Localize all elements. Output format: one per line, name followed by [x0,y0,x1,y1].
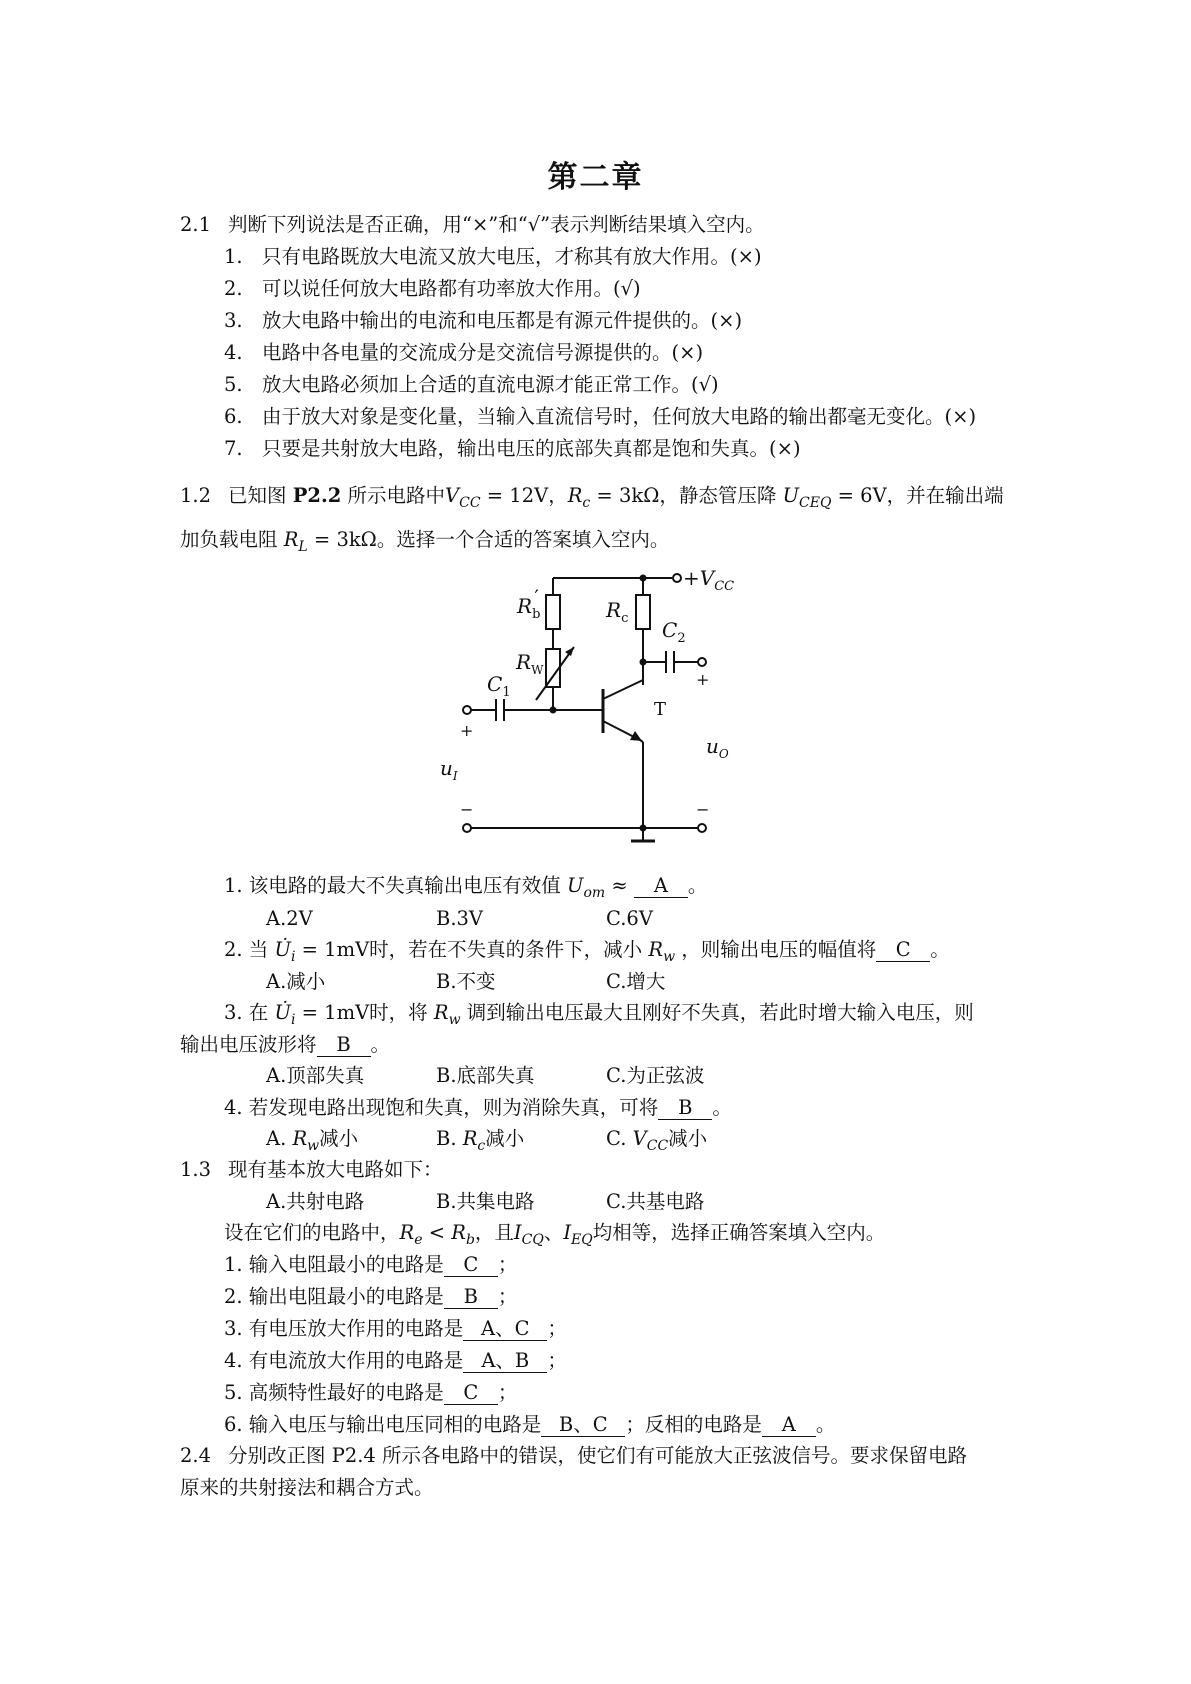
rb-label: $R_b'$ [517,585,541,622]
vcc-terminal [673,574,681,582]
answer-blank: A [634,875,688,898]
vcc-label: $+V_{CC}$ [683,566,735,594]
output-terminal-top [698,658,706,666]
c2-label: $C_2$ [662,618,686,646]
list-item: 4. 电路中各电量的交流成分是交流信号源提供的。(×) [224,341,704,364]
answer-blank: C [444,1254,498,1277]
section-2-4-line2: 原来的共射接法和耦合方式。 [180,1476,434,1499]
input-plus: + [460,721,474,740]
output-minus: − [696,800,710,819]
output-terminal-bottom [698,824,706,832]
question-1-2-2: 2. 当 $U̇_i = 1mV$时，若在不失真的条件下，减小 $R_w$ ，则输出电压的幅值将 C 。 [224,938,950,965]
section-2-1-heading: 2.1 判断下列说法是否正确，用“×”和“√”表示判断结果填入空内。 [180,213,765,236]
question-1-2-3-cont: 输出电压波形将 B 。 [180,1033,391,1056]
answer-blank: A [762,1414,816,1437]
answer-blank: A、B [463,1350,547,1373]
list-item: 6. 输入电压与输出电压同相的电路是 B、C ；反相的电路是 A 。 [224,1413,836,1436]
question-1-2-1: 1. 该电路的最大不失真输出电压有效值 $U_{om} \approx A$ 。 [224,874,708,901]
list-item: 1. 输入电阻最小的电路是 C ； [224,1253,518,1276]
transistor-label: T [654,699,667,720]
list-item: 1. 只有电路既放大电流又放大电压，才称其有放大作用。(×) [224,245,762,268]
answer-blank: B [658,1097,712,1120]
output-plus: + [696,670,710,689]
transistor-collector [603,680,643,699]
answer-blank: B [317,1034,371,1057]
rw-label: $R_W$ [516,650,544,677]
list-item: 5. 放大电路必须加上合适的直流电源才能正常工作。(√) [224,373,719,396]
answer-blank: B [444,1286,498,1309]
options-row: A.顶部失真 B.底部失真 C.为正弦波 [266,1064,705,1087]
list-item: 2. 可以说任何放大电路都有功率放大作用。(√) [224,277,641,300]
c1-label: $C_1$ [487,672,511,700]
section-1-2-line1: 1.2 已知图 P2.2 所示电路中$V_{CC} = 12V$，$R_c = 3k\Omega$，静态管压降 $U_{CEQ} = 6V$，并在输出端 [180,484,1004,511]
options-row: A.2V B.3V C.6V [266,907,653,930]
input-terminal-bottom [463,824,471,832]
list-item: 6. 由于放大对象是变化量，当输入直流信号时，任何放大电路的输出都毫无变化。(×) [224,405,977,428]
rc-label: $R_c$ [606,598,629,626]
options-row: A. $R_w$减小 B. $R_c$减小 C. $V_{CC}$减小 [266,1127,708,1154]
input-terminal-top [463,706,471,714]
list-item: 3. 放大电路中输出的电流和电压都是有源元件提供的。(×) [224,309,743,332]
uo-label: $u_O$ [706,734,729,761]
circuit-diagram-p2-2 [440,565,740,865]
options-row: A.减小 B.不变 C.增大 [266,970,666,993]
list-item: 4. 有电流放大作用的电路是 A、B ； [224,1349,567,1372]
question-1-2-4: 4. 若发现电路出现饱和失真，则为消除失真，可将 B 。 [224,1096,732,1119]
answer-blank: A、C [463,1318,547,1341]
answer-blank: B、C [541,1414,625,1437]
ui-label: $u_I$ [440,756,458,783]
list-item: 3. 有电压放大作用的电路是 A、C ； [224,1317,567,1340]
options-row: A.共射电路 B.共集电路 C.共基电路 [266,1190,705,1213]
section-2-4-line1: 2.4 分别改正图 P2.4 所示各电路中的错误，使它们有可能放大正弦波信号。要求保留电路 [180,1444,968,1467]
chapter-title: 第二章 [547,160,644,195]
section-1-3-condition: 设在它们的电路中，$R_e < R_b$，且$I_{CQ}$、$I_{EQ}$均相等，选择正确答案填入空内。 [224,1221,886,1248]
list-item: 2. 输出电阻最小的电路是 B ； [224,1285,518,1308]
list-item: 7. 只要是共射放大电路，输出电压的底部失真都是饱和失真。(×) [224,437,801,460]
answer-blank: C [876,939,930,962]
answer-blank: C [444,1382,498,1405]
section-1-3-heading: 1.3 现有基本放大电路如下： [180,1158,443,1181]
question-1-2-3: 3. 在 $U̇_i = 1mV$时，将 $R_w$ 调到输出电压最大且刚好不失真，若此时增大输入电压，则 [224,1001,974,1028]
list-item: 5. 高频特性最好的电路是 C ； [224,1381,518,1404]
resistor-rb-prime [546,595,560,629]
resistor-rc [636,595,650,629]
input-minus: − [460,800,474,819]
section-1-2-line2: 加负载电阻 $R_L = 3k\Omega$。选择一个合适的答案填入空内。 [180,528,670,555]
